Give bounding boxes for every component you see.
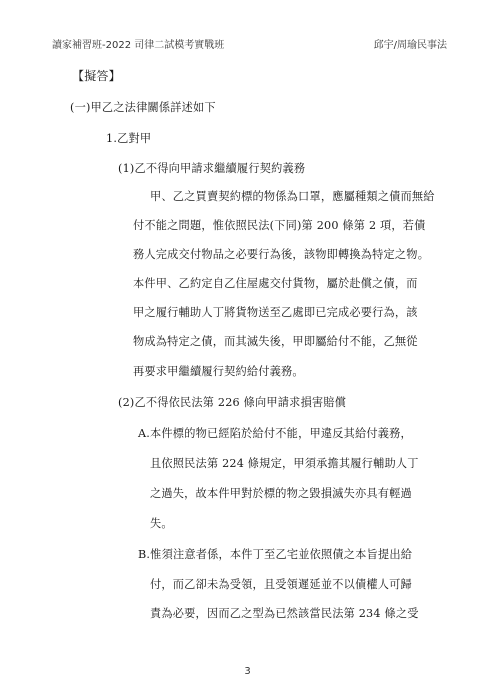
paragraph-line: 且依照民法第 224 條規定，甲須承擔其履行輔助人丁 — [150, 457, 419, 470]
paragraph-line: 甲、乙之買賣契約標的物係為口罩，應屬種類之債而無給 — [150, 190, 435, 203]
paragraph-line: 再要求甲繼續履行契約給付義務。 — [133, 365, 304, 378]
outline-subitem-1: 1.乙對甲 — [106, 132, 152, 145]
paragraph-line: 責為必要，因而乙之型為已然該當民法第 234 條之受 — [150, 607, 419, 620]
paragraph-line: 之過失，故本件甲對於標的物之毀損滅失亦具有輕過 — [150, 487, 412, 500]
paragraph-line: 本件甲、乙約定自乙住屋處交付貨物，屬於赴償之債，而 — [133, 277, 418, 290]
paragraph-line: A.本件標的物已經陷於給付不能，甲違反其給付義務， — [138, 427, 412, 440]
paragraph-line: 失。 — [150, 517, 173, 530]
section-heading: 【擬答】 — [72, 69, 121, 83]
paragraph-line: B.惟須注意者係，本件丁至乙宅並依照債之本旨提出給 — [138, 548, 413, 561]
paragraph-line: 付不能之問題，惟依照民法(下同)第 200 條第 2 項，若債 — [133, 219, 426, 232]
outline-point-2: (2)乙不得依民法第 226 條向甲請求損害賠償 — [118, 396, 347, 409]
page-number: 3 — [244, 666, 251, 677]
paragraph-line: 物成為特定之債，而其滅失後，甲即屬給付不能，乙無從 — [133, 335, 418, 348]
header-right-text: 邱宇/周瑜民事法 — [373, 40, 447, 51]
header-left-text: 讀家補習班-2022 司律二試模考實戰班 — [52, 40, 225, 51]
paragraph-line: 甲之履行輔助人丁將貨物送至乙處即已完成必要行為，該 — [133, 306, 418, 319]
paragraph-line: 付，而乙卻未為受領，且受領遲延並不以債權人可歸 — [150, 578, 412, 591]
outline-point-1: (1)乙不得向甲請求繼續履行契約義務 — [118, 162, 306, 175]
paragraph-line: 務人完成交付物品之必要行為後，該物即轉換為特定之物。 — [133, 248, 430, 261]
outline-item-1: (一)甲乙之法律關係詳述如下 — [70, 101, 216, 114]
